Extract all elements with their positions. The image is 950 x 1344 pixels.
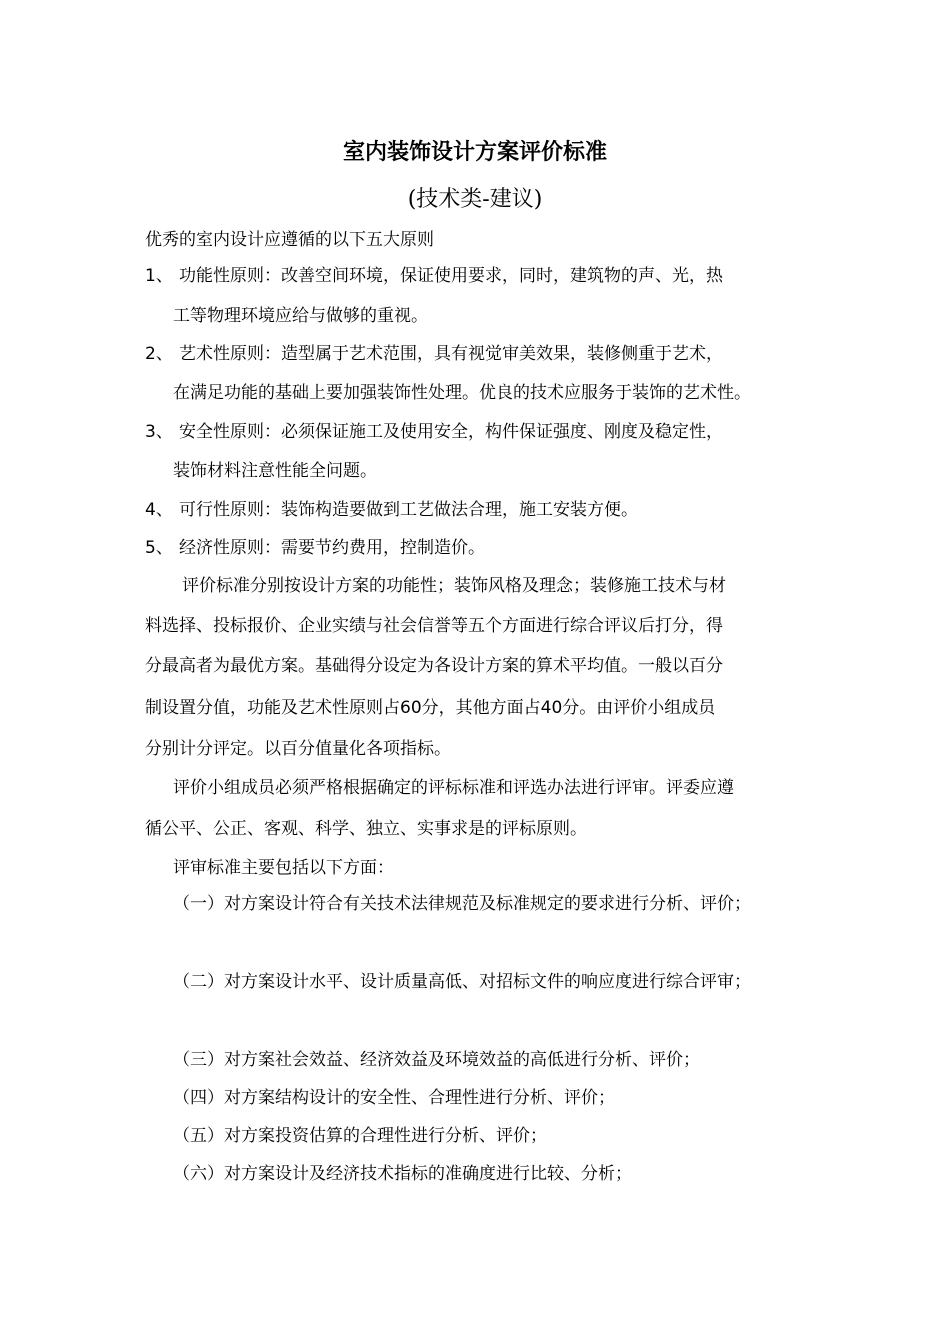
principle-continuation: 装饰材料注意性能全问题。: [173, 461, 377, 481]
principle-number: 2、: [145, 344, 173, 364]
principle-number: 3、: [145, 422, 173, 442]
paragraph-line: 料选择、投标报价、企业实绩与社会信誉等五个方面进行综合评议后打分，得: [145, 616, 723, 636]
document-subtitle: (技术类-建议): [407, 187, 543, 212]
paragraph-line: 循公平、公正、客观、科学、独立、实事求是的评标原则。: [145, 819, 587, 839]
principle-text: 功能性原则：改善空间环境，保证使用要求，同时，建筑物的声、光，热: [179, 266, 723, 286]
principle-item: [145, 537, 485, 559]
paragraph-line: 制设置分值，功能及艺术性原则占60分，其他方面占40分。由评价小组成员: [145, 698, 716, 718]
principle-continuation: 在满足功能的基础上要加强装饰性处理。优良的技术应服务于装饰的艺术性。: [173, 383, 751, 403]
principle-text: 艺术性原则：造型属于艺术范围，具有视觉审美效果，装修侧重于艺术，: [179, 344, 723, 364]
principle-number: 1、: [145, 266, 173, 286]
paragraph-line: 评价标准分别按设计方案的功能性；装饰风格及理念；装修施工技术与材: [182, 576, 726, 596]
criteria-item: （一）对方案设计符合有关技术法律规范及标准规定的要求进行分析、评价；: [173, 894, 751, 914]
criteria-item: （五）对方案投资估算的合理性进行分析、评价；: [173, 1126, 547, 1146]
criteria-item: （二）对方案设计水平、设计质量高低、对招标文件的响应度进行综合评审；: [173, 972, 751, 992]
criteria-item: （三）对方案社会效益、经济效益及环境效益的高低进行分析、评价；: [173, 1050, 700, 1070]
principle-item: [145, 499, 638, 521]
criteria-item: （六）对方案设计及经济技术指标的准确度进行比较、分析；: [173, 1164, 632, 1184]
principle-text: 安全性原则：必须保证施工及使用安全，构件保证强度、刚度及稳定性，: [179, 422, 723, 442]
criteria-item: （四）对方案结构设计的安全性、合理性进行分析、评价；: [173, 1088, 615, 1108]
principle-number: 5、: [145, 538, 173, 558]
principle-text: 可行性原则：装饰构造要做到工艺做法合理，施工安装方便。: [179, 500, 638, 520]
paragraph-line: 评价小组成员必须严格根据确定的评标标准和评选办法进行评审。评委应遵: [173, 778, 734, 798]
principle-item: [145, 265, 723, 287]
intro-text: 优秀的室内设计应遵循的以下五大原则: [145, 230, 434, 250]
principle-text: 经济性原则：需要节约费用，控制造价。: [179, 538, 485, 558]
principle-item: [145, 421, 723, 443]
paragraph-line: 分最高者为最优方案。基础得分设定为各设计方案的算术平均值。一般以百分: [145, 656, 723, 676]
principle-item: [145, 343, 723, 365]
principle-number: 4、: [145, 500, 173, 520]
document-title: 室内装饰设计方案评价标准: [342, 140, 607, 165]
principle-continuation: 工等物理环境应给与做够的重视。: [173, 306, 428, 326]
paragraph-line: 分别计分评定。以百分值量化各项指标。: [145, 739, 451, 759]
criteria-heading: 评审标准主要包括以下方面：: [173, 858, 394, 878]
